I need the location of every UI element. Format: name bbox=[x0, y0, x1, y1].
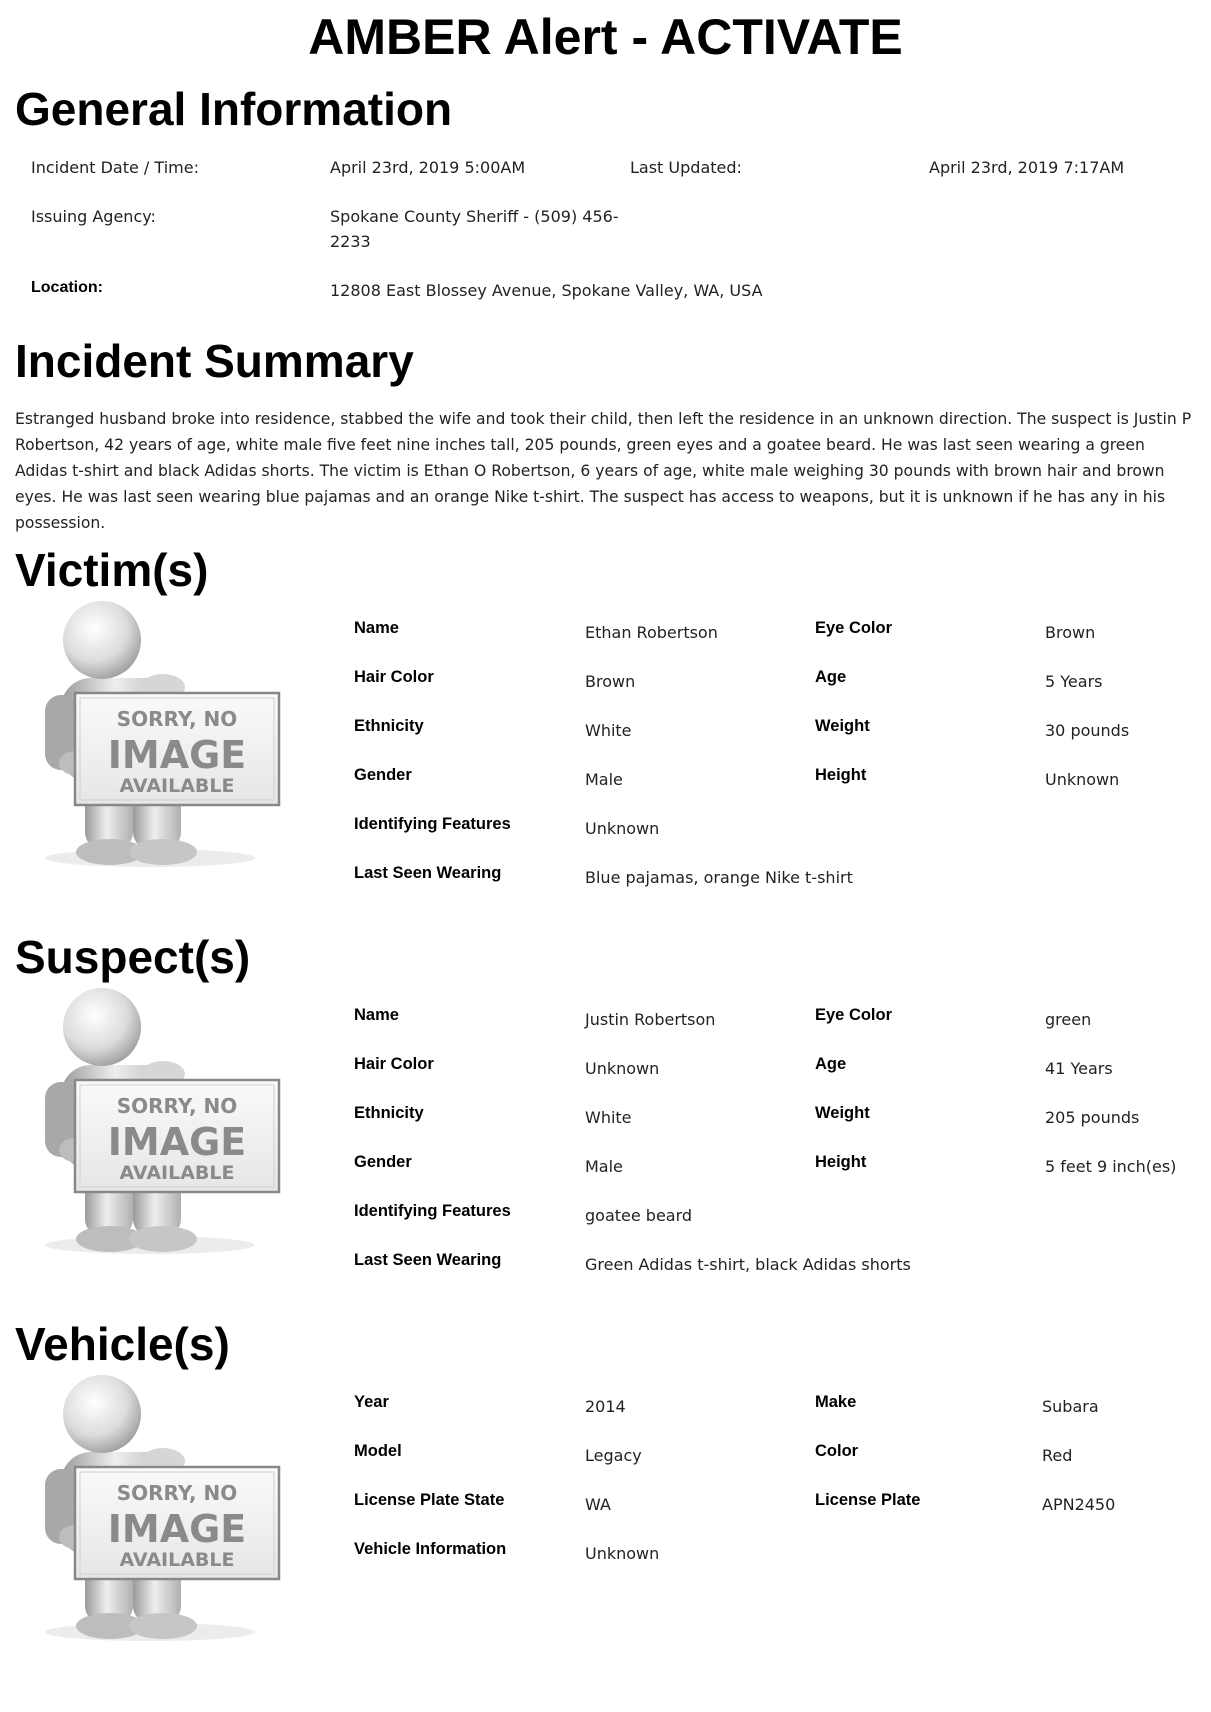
vehicle-year-label: Year bbox=[354, 1393, 389, 1411]
placeholder-line3: AVAILABLE bbox=[119, 775, 235, 797]
vehicle-make-value: Subara bbox=[1042, 1397, 1099, 1416]
victim-height-label: Height bbox=[815, 766, 867, 784]
incident-date-label: Incident Date / Time: bbox=[31, 158, 199, 177]
vehicle-model-value: Legacy bbox=[585, 1446, 642, 1465]
victim-eye-value: Brown bbox=[1045, 623, 1096, 642]
vehicle-info-value: Unknown bbox=[585, 1544, 660, 1563]
last-updated-label: Last Updated: bbox=[630, 158, 742, 177]
vehicle-plate-label: License Plate bbox=[815, 1491, 921, 1509]
suspect-age-label: Age bbox=[815, 1055, 847, 1073]
suspect-ethnicity-label: Ethnicity bbox=[354, 1104, 424, 1122]
victim-ethnicity-value: White bbox=[585, 721, 632, 740]
suspect-wearing-value: Green Adidas t-shirt, black Adidas shorts bbox=[585, 1255, 911, 1274]
victim-features-label: Identifying Features bbox=[354, 815, 511, 833]
no-image-placeholder bbox=[15, 1374, 285, 1644]
victim-weight-label: Weight bbox=[815, 717, 870, 735]
suspect-eye-value: green bbox=[1045, 1010, 1092, 1029]
victim-gender-value: Male bbox=[585, 770, 623, 789]
placeholder-line1: SORRY, NO bbox=[116, 707, 238, 731]
vehicle-year-value: 2014 bbox=[585, 1397, 626, 1416]
vehicle-model-label: Model bbox=[354, 1442, 402, 1460]
vehicle-make-label: Make bbox=[815, 1393, 857, 1411]
suspect-hair-label: Hair Color bbox=[354, 1055, 434, 1073]
issuing-agency-value-line2: 2233 bbox=[330, 232, 371, 251]
incident-date-value: April 23rd, 2019 5:00AM bbox=[330, 158, 526, 177]
location-value: 12808 East Blossey Avenue, Spokane Valley, WA, USA bbox=[330, 281, 763, 300]
victim-height-value: Unknown bbox=[1045, 770, 1120, 789]
suspect-weight-label: Weight bbox=[815, 1104, 870, 1122]
vehicle-plate-state-value: WA bbox=[585, 1495, 611, 1514]
vehicle-color-value: Red bbox=[1042, 1446, 1073, 1465]
victim-hair-label: Hair Color bbox=[354, 668, 434, 686]
placeholder-line2: IMAGE bbox=[107, 733, 247, 777]
suspect-section bbox=[0, 987, 1211, 1287]
placeholder-line2: IMAGE bbox=[107, 1120, 247, 1164]
victim-age-label: Age bbox=[815, 668, 847, 686]
suspect-ethnicity-value: White bbox=[585, 1108, 632, 1127]
page-title: AMBER Alert - ACTIVATE bbox=[308, 9, 903, 65]
victim-hair-value: Brown bbox=[585, 672, 636, 691]
vehicle-heading: Vehicle(s) bbox=[15, 1318, 230, 1370]
last-updated-value: April 23rd, 2019 7:17AM bbox=[929, 158, 1125, 177]
incident-summary-heading: Incident Summary bbox=[15, 335, 414, 387]
victim-wearing-label: Last Seen Wearing bbox=[354, 864, 502, 882]
victim-ethnicity-label: Ethnicity bbox=[354, 717, 424, 735]
victim-heading: Victim(s) bbox=[15, 544, 209, 596]
suspect-gender-value: Male bbox=[585, 1157, 623, 1176]
victim-features-value: Unknown bbox=[585, 819, 660, 838]
suspect-name-value: Justin Robertson bbox=[585, 1010, 716, 1029]
location-label: Location: bbox=[31, 279, 103, 296]
victim-name-label: Name bbox=[354, 619, 399, 637]
victim-gender-label: Gender bbox=[354, 766, 412, 784]
suspect-features-value: goatee beard bbox=[585, 1206, 693, 1225]
suspect-height-value: 5 feet 9 inch(es) bbox=[1045, 1157, 1177, 1176]
vehicle-plate-state-label: License Plate State bbox=[354, 1491, 505, 1509]
vehicle-info-label: Vehicle Information bbox=[354, 1540, 507, 1558]
suspect-gender-label: Gender bbox=[354, 1153, 412, 1171]
suspect-height-label: Height bbox=[815, 1153, 867, 1171]
victim-wearing-value: Blue pajamas, orange Nike t-shirt bbox=[585, 868, 853, 887]
suspect-hair-value: Unknown bbox=[585, 1059, 660, 1078]
incident-summary-text: Estranged husband broke into residence, stabbed the wife and took their child, then left the residence in an unknown direction. The suspect is Justin P Robertson, 42 years of age, white male five feet nine inches tall, 205 pounds, green eyes and a goatee beard. He was last seen wearing a green Adidas t-shirt and black Adidas shorts. The victim is Ethan O Robertson, 6 years of age, white male weighing 30 pounds with brown hair and brown eyes. He was last seen wearing blue pajamas and an orange Nike t-shirt. The suspect has access to weapons, but it is unknown if he has any in his possession. bbox=[15, 410, 1192, 532]
victim-name-value: Ethan Robertson bbox=[585, 623, 718, 642]
vehicle-color-label: Color bbox=[815, 1442, 859, 1460]
victim-age-value: 5 Years bbox=[1045, 672, 1103, 691]
victim-weight-value: 30 pounds bbox=[1045, 721, 1130, 740]
suspect-weight-value: 205 pounds bbox=[1045, 1108, 1140, 1127]
placeholder-line3: AVAILABLE bbox=[119, 1162, 235, 1184]
suspect-heading: Suspect(s) bbox=[15, 931, 251, 983]
issuing-agency-value-line1: Spokane County Sheriff - (509) 456- bbox=[330, 207, 619, 226]
suspect-features-label: Identifying Features bbox=[354, 1202, 511, 1220]
no-image-placeholder bbox=[15, 600, 285, 870]
no-image-placeholder bbox=[15, 987, 285, 1257]
victim-section bbox=[0, 600, 1211, 900]
victim-eye-label: Eye Color bbox=[815, 619, 893, 637]
placeholder-line1: SORRY, NO bbox=[116, 1481, 238, 1505]
issuing-agency-label: Issuing Agency: bbox=[31, 207, 156, 226]
suspect-name-label: Name bbox=[354, 1006, 399, 1024]
suspect-age-value: 41 Years bbox=[1045, 1059, 1113, 1078]
vehicle-plate-value: APN2450 bbox=[1042, 1495, 1116, 1514]
placeholder-line2: IMAGE bbox=[107, 1507, 247, 1551]
placeholder-line3: AVAILABLE bbox=[119, 1549, 235, 1571]
suspect-eye-label: Eye Color bbox=[815, 1006, 893, 1024]
general-information-heading: General Information bbox=[15, 83, 453, 135]
suspect-wearing-label: Last Seen Wearing bbox=[354, 1251, 502, 1269]
placeholder-line1: SORRY, NO bbox=[116, 1094, 238, 1118]
vehicle-section bbox=[0, 1374, 1211, 1674]
